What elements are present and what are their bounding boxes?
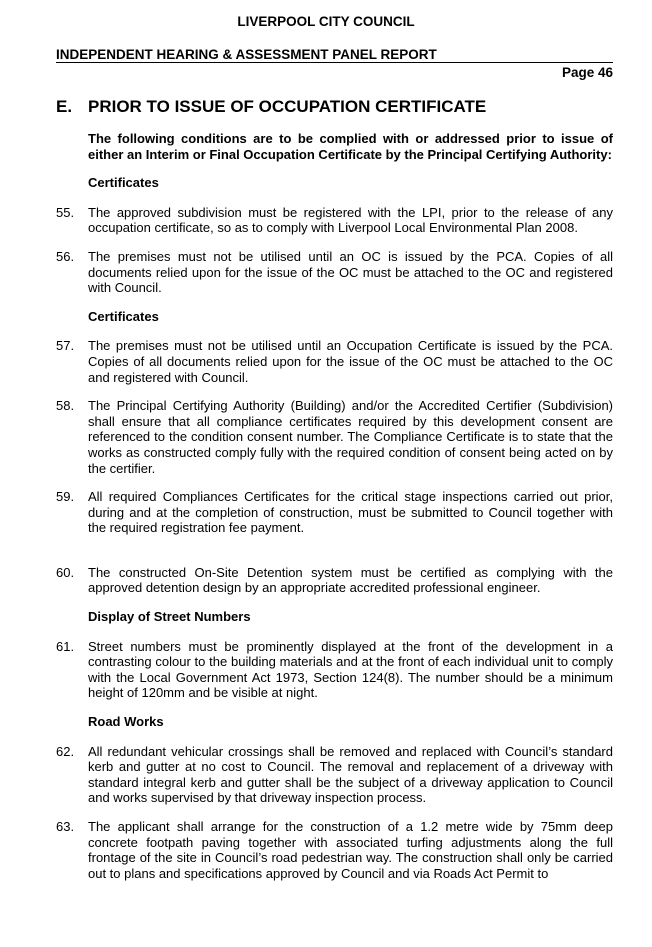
- subheading-road-works: Road Works: [88, 714, 164, 730]
- subheading-certificates: Certificates: [88, 308, 159, 324]
- condition-text: The approved subdivision must be registered with the LPI, prior to the release of any occupation certificate, so as to comply with Liverpool Local Environmental Plan 2008.: [88, 204, 613, 236]
- condition-number: 55.: [56, 204, 75, 220]
- condition-57: [56, 338, 613, 385]
- section-heading: [56, 97, 616, 117]
- condition-number: 62.: [56, 743, 75, 759]
- condition-text: All redundant vehicular crossings shall be removed and replaced with Council’s standard kerb and gutter at no cost to Council. The removal and replacement of a driveway with standard integral kerb and gutter shall be the subject of a driveway application to Council and works supervised by that driveway inspection process.: [88, 743, 613, 806]
- condition-number: 60.: [56, 564, 75, 580]
- condition-number: 63.: [56, 819, 75, 834]
- section-title: PRIOR TO ISSUE OF OCCUPATION CERTIFICATE: [88, 97, 487, 116]
- condition-58: [56, 398, 613, 476]
- condition-56: [56, 249, 613, 296]
- subheading-certificates: Certificates: [88, 175, 159, 191]
- header-divider: [56, 62, 613, 63]
- condition-63: [56, 819, 613, 881]
- condition-number: 56.: [56, 248, 75, 264]
- condition-number: 57.: [56, 338, 75, 354]
- subheading-street-numbers: Display of Street Numbers: [88, 609, 251, 625]
- condition-55: [56, 205, 613, 236]
- condition-61: [56, 639, 613, 701]
- spacer: [56, 549, 613, 565]
- condition-text: All required Compliances Certificates for the critical stage inspections carried out prior, during and at the completion of construction, must be submitted to Council together with the required registration fee payment.: [88, 489, 613, 536]
- condition-text: The Principal Certifying Authority (Building) and/or the Accredited Certifier (Subdivision) shall ensure that all compliance certificates required by this development consent are referenced to the condition consent number. The Compliance Certificate is to state that the works as constructed comply fully with the required condition of consent being acted on by the certifier.: [88, 398, 613, 476]
- page-number: Page 46: [561, 65, 613, 80]
- condition-62: [56, 744, 613, 806]
- condition-59: [56, 489, 613, 536]
- section-letter: E.: [56, 97, 73, 116]
- condition-60: [56, 565, 613, 596]
- condition-number: 61.: [56, 638, 75, 654]
- condition-text: The premises must not be utilised until an OC is issued by the PCA. Copies of all documents relied upon for the issue of the OC must be attached to the OC and registered with Council.: [88, 248, 613, 296]
- condition-text: The premises must not be utilised until an Occupation Certificate is issued by the PCA. Copies of all documents relied upon for the issue of the OC must be attached to the OC and registered with Council.: [88, 338, 613, 385]
- condition-text: Street numbers must be prominently displayed at the front of the development in a contrasting colour to the building materials and at the front of each individual unit to comply with the Local Government Act 1973, Section 124(8). The number should be a minimum height of 120mm and be visible at night.: [88, 638, 613, 701]
- report-title: INDEPENDENT HEARING & ASSESSMENT PANEL REPORT: [56, 47, 437, 62]
- condition-text: The applicant shall arrange for the construction of a 1.2 metre wide by 75mm deep concrete footpath paving together with associated turfing adjustments along the full frontage of the site in Council’s road pedestrian way. The construction shall only be carried out to plans and specifications approved by Council and via Roads Act Permit to: [88, 819, 613, 881]
- council-name: LIVERPOOL CITY COUNCIL: [237, 14, 415, 29]
- condition-text: The constructed On-Site Detention system must be certified as complying with the approved detention design by an appropriate accredited professional engineer.: [88, 564, 613, 596]
- condition-number: 59.: [56, 489, 75, 505]
- intro-paragraph: The following conditions are to be complied with or addressed prior to issue of either an Interim or Final Occupation Certificate by the Principal Certifying Authority:: [88, 131, 613, 162]
- condition-number: 58.: [56, 398, 75, 414]
- document-body: [56, 131, 613, 894]
